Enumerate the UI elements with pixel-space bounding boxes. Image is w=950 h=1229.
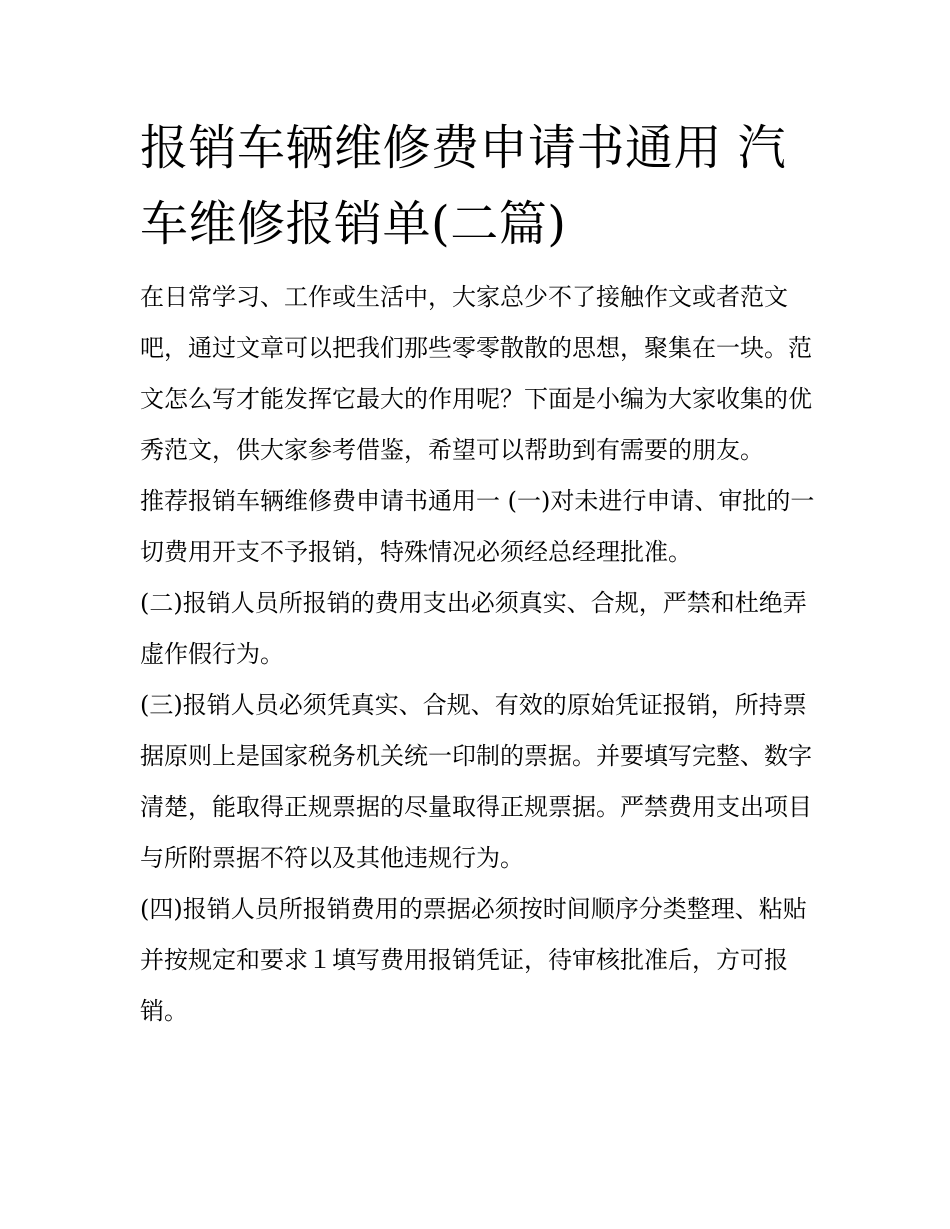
document-title: 报销车辆维修费申请书通用 汽车维修报销单(二篇) [140, 120, 787, 252]
paragraph-intro: 在日常学习、工作或生活中，大家总少不了接触作文或者范文吧，通过文章可以把我们那些零零散散的思想，聚集在一块。范文怎么写才能发挥它最大的作用呢？下面是小编为大家收集的优秀范文，供大家参考借鉴，希望可以帮助到有需要的朋友。 [140, 283, 812, 464]
paragraph-item-1: 推荐报销车辆维修费申请书通用一 (一)对未进行申请、审批的一切费用开支不予报销，特殊情况必须经总经理批准。 [140, 487, 815, 566]
document-body [140, 110, 820, 1037]
paragraph-item-3: (三)报销人员必须凭真实、合规、有效的原始凭证报销，所持票据原则上是国家税务机关统一印制的票据。并要填写完整、数字清楚，能取得正规票据的尽量取得正规票据。严禁费用支出项目与所附票据不符以及其他违规行为。 [140, 691, 812, 872]
paragraph-item-4: (四)报销人员所报销费用的票据必须按时间顺序分类整理、粘贴并按规定和要求１填写费用报销凭证，待审核批准后，方可报销。 [140, 895, 807, 1025]
paragraph-item-2: (二)报销人员所报销的费用支出必须真实、合规，严禁和杜绝弄虚作假行为。 [140, 589, 807, 668]
